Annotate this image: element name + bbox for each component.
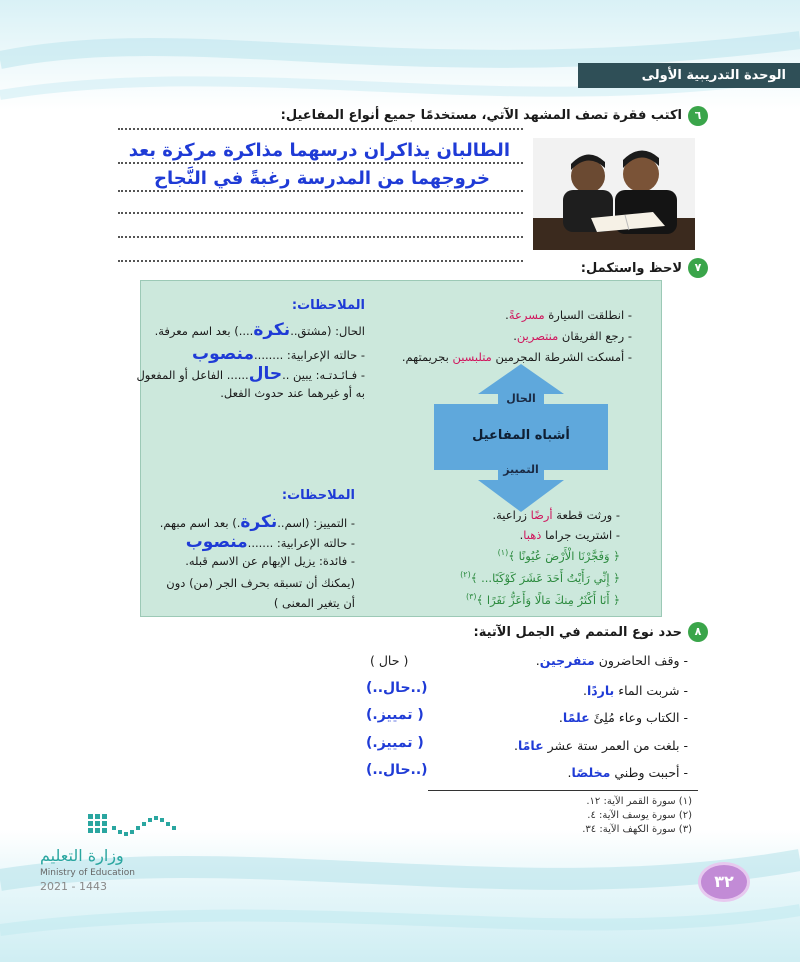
unit-title-banner: الوحدة التدريبية الأولى <box>578 63 800 88</box>
q8-answer-3: ( تمييز.) <box>366 707 424 723</box>
answer-line <box>118 212 523 214</box>
hal-note-benefit: - فـائـدتـه: يبين ..حال...... الفاعل أو المفعول <box>136 364 365 384</box>
question-8-prompt: حدد نوع المتمم في الجمل الآتية: <box>473 625 682 640</box>
handwritten-answer-line-2: خروجهما من المدرسة رغبةً في النَّجاح <box>154 168 490 189</box>
ministry-name-arabic: وزارة التعليم <box>40 846 124 865</box>
q8-answer-1: ( حال ) <box>370 653 409 668</box>
tamyeez-note-hint: (يمكنك أن تسبقه بحرف الجر (من) دون <box>166 576 355 590</box>
handwritten-answer-line-1: الطالبان يذاكران درسهما مذاكرة مركزة بعد <box>128 140 510 161</box>
q8-answer-2: (..حال..) <box>366 680 428 696</box>
quran-verse-3: ﴿ أَنَا أَكْثَرُ مِنكَ مَالًا وَأَعَزُّ نَفَرًا ﴾$^{(٣)}$ <box>465 592 620 607</box>
hal-note-case: - حالته الإعرابية: ........منصوب <box>192 344 365 364</box>
answer-line <box>118 190 523 192</box>
tamyeez-notes-title: الملاحظات: <box>281 488 355 503</box>
q8-answer-4: ( تمييز.) <box>366 735 424 751</box>
hal-notes-title: الملاحظات: <box>291 298 365 313</box>
question-7-prompt: لاحظ واستكمل: <box>580 261 682 276</box>
question-8-number: ٨ <box>688 622 708 642</box>
footnote-1: (١) سورة القمر الآية: ١٢. <box>586 796 692 807</box>
answer-line <box>118 260 523 262</box>
question-6-prompt: اكتب فقرة تصف المشهد الآتي، مستخدمًا جميع أنواع المفاعيل: <box>280 108 682 123</box>
diagram-up-label: الحال <box>506 392 536 405</box>
tamyeez-note-definition: - التمييز: (اسم..نكرة.) بعد اسم مبهم. <box>159 512 355 532</box>
diagram-center-label: أشباه المفاعيل <box>472 428 570 443</box>
question-6-number: ٦ <box>688 106 708 126</box>
q8-sentence-3: - الكتاب وعاء مُلِئَ علمًا. <box>558 710 688 725</box>
header-background <box>0 0 800 110</box>
q8-answer-5: (..حال..) <box>366 762 428 778</box>
tamyeez-note-hint-cont: أن يتغير المعنى ) <box>273 596 355 610</box>
hal-example-3: - أمسكت الشرطة المجرمين متلبسين بجريمتهم. <box>401 350 632 364</box>
answer-line <box>118 128 523 130</box>
diagram-down-label: التمييز <box>503 463 539 476</box>
tamyeez-note-benefit: - فائدة: يزيل الإبهام عن الاسم قبله. <box>185 554 355 568</box>
question-7-number: ٧ <box>688 258 708 278</box>
page-number: ٣٢ <box>698 862 750 902</box>
q8-sentence-4: - بلغت من العمر ستة عشر عامًا. <box>513 738 688 753</box>
answer-line <box>118 236 523 238</box>
ministry-logo-icon <box>88 812 180 842</box>
footnote-3: (٣) سورة الكهف الآية: ٣٤. <box>582 824 692 835</box>
quran-verse-2: ﴿ إِنِّي رَأَيْتُ أَحَدَ عَشَرَ كَوْكَبًا... ﴾$^{(٢)}$ <box>460 570 620 585</box>
hal-example-1: - انطلقت السيارة مسرعةً. <box>505 308 632 322</box>
footnote-divider <box>428 790 698 791</box>
answer-line <box>118 162 523 164</box>
hal-example-2: - رجع الفريقان منتصرين. <box>513 329 632 343</box>
footnote-2: (٢) سورة يوسف الآية: ٤. <box>587 810 692 821</box>
ministry-name-english: Ministry of Education <box>40 868 135 878</box>
students-studying-photo <box>533 138 695 250</box>
quran-verse-1: ﴿ وَفَجَّرْنَا الْأَرْضَ عُيُونًا ﴾$^{(١)}$ <box>497 548 620 563</box>
hal-note-benefit-cont: به أو غيرهما عند حدوث الفعل. <box>220 386 365 400</box>
q8-sentence-5: - أحببت وطني مخلصًا. <box>567 765 688 780</box>
hal-note-definition: الحال: (مشتق..نكرة....) بعد اسم معرفة. <box>154 320 365 340</box>
tamyeez-example-1: - ورثت قطعة أرضًا زراعية. <box>492 508 620 522</box>
tamyeez-note-case: - حالته الإعرابية: .......منصوب <box>185 532 355 552</box>
q8-sentence-1: - وقف الحاضرون متفرجين. <box>535 653 688 668</box>
edition-year: 2021 - 1443 <box>40 880 107 893</box>
q8-sentence-2: - شربت الماء باردًا. <box>582 683 688 698</box>
tamyeez-example-2: - اشتريت جراما ذهبا. <box>519 528 620 542</box>
